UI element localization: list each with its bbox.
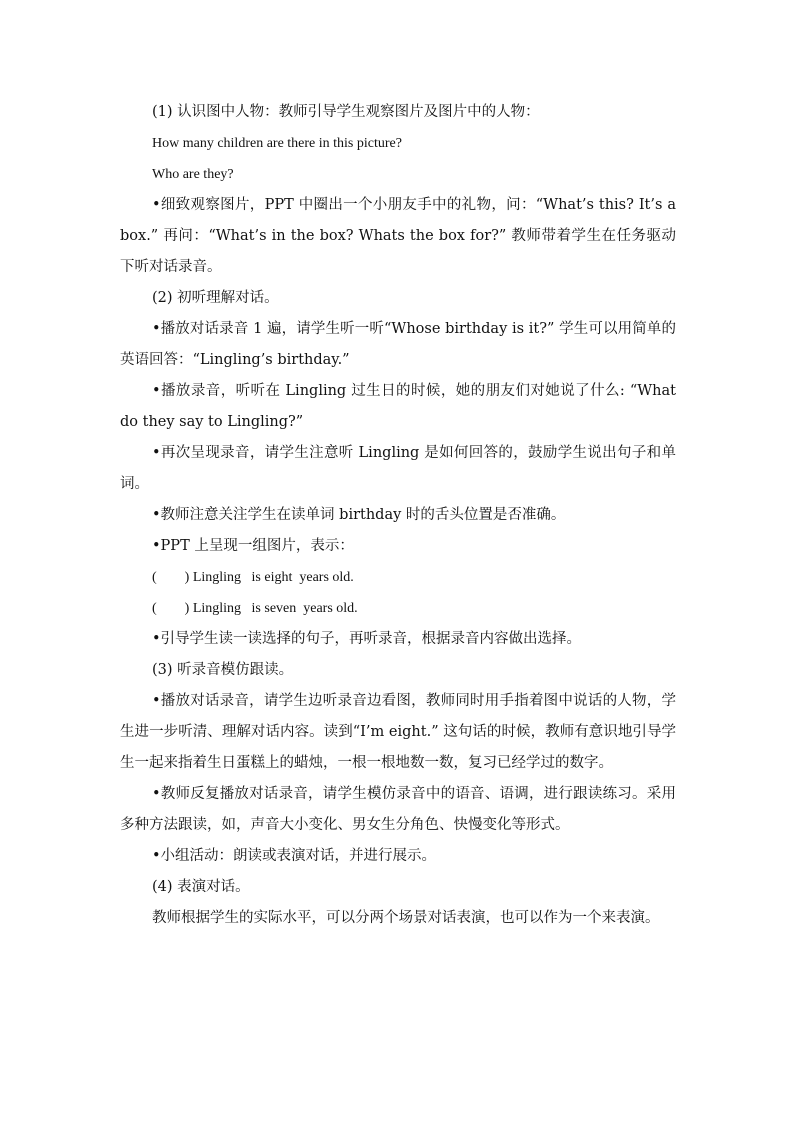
paragraph-13: •引导学生读一读选择的句子，再听录音，根据录音内容做出选择。: [152, 631, 582, 647]
paragraph-8: •再次呈现录音，请学生注意听 Lingling 是如何回答的，鼓励学生说出句子和单词。: [120, 445, 676, 492]
paragraph-7: •播放录音，听听在 Lingling 过生日的时候，她的朋友们对她说了什么: “What do they say to Lingling?”: [120, 383, 676, 430]
paragraph-18: (4) 表演对话。: [152, 879, 250, 895]
paragraph-17: •小组活动：朗读或表演对话，并进行展示。: [152, 848, 437, 864]
paragraph-10: •PPT 上呈现一组图片，表示：: [152, 538, 354, 554]
paragraph-5: (2) 初听理解对话。: [152, 290, 279, 306]
paragraph-3: Who are they?: [152, 167, 234, 182]
paragraph-9: •教师注意关注学生在读单词 birthday 时的舌头位置是否准确。: [152, 507, 566, 523]
paragraph-19: 教师根据学生的实际水平，可以分两个场景对话表演，也可以作为一个来表演。: [152, 910, 660, 926]
choice-item-2: ( ) Lingling is seven years old.: [152, 601, 358, 616]
document-body: [120, 97, 676, 934]
paragraph-4: •细致观察图片，PPT 中圈出一个小朋友手中的礼物，问：“What’s this? It’s a box.” 再问：“What’s in the box? Whats the box for?” 教师带着学生在任务驱动下听对话录音。: [120, 197, 676, 275]
paragraph-6: •播放对话录音 1 遍，请学生听一听“Whose birthday is it?” 学生可以用简单的英语回答：“Lingling’s birthday.”: [120, 321, 676, 368]
paragraph-1: (1) 认识图中人物：教师引导学生观察图片及图片中的人物：: [152, 104, 540, 120]
choice-item-1: ( ) Lingling is eight years old.: [152, 570, 354, 585]
paragraph-2: How many children are there in this picture?: [152, 136, 402, 151]
paragraph-14: (3) 听录音模仿跟读。: [152, 662, 294, 678]
paragraph-16: •教师反复播放对话录音，请学生模仿录音中的语音、语调，进行跟读练习。采用多种方法跟读，如，声音大小变化、男女生分角色、快慢变化等形式。: [120, 786, 676, 833]
paragraph-15: •播放对话录音，请学生边听录音边看图，教师同时用手指着图中说话的人物，学生进一步听清、理解对话内容。读到“I’m eight.” 这句话的时候，教师有意识地引导学生一起来指着生日蛋糕上的蜡烛，一根一根地数一数，复习已经学过的数字。: [120, 693, 676, 771]
